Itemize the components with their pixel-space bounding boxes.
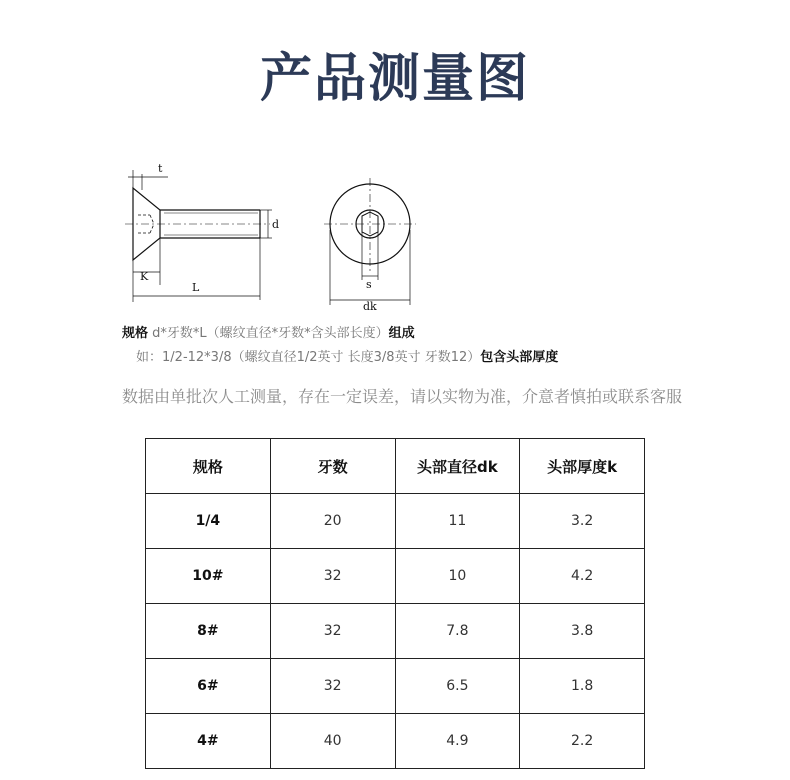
cell-head-thickness: 1.8 [520, 659, 645, 714]
label-L: L [192, 281, 200, 294]
cell-threads: 32 [270, 659, 395, 714]
spec-example-prefix: 如： [136, 350, 163, 365]
spec-format-line [122, 322, 415, 341]
cell-threads: 32 [270, 549, 395, 604]
cell-head-thickness: 3.8 [520, 604, 645, 659]
table-row [146, 604, 645, 659]
cell-spec: 8# [146, 604, 271, 659]
table-row [146, 659, 645, 714]
cell-head-diameter: 11 [395, 494, 520, 549]
spec-example-suffix: 包含头部厚度 [480, 350, 559, 365]
cell-spec: 10# [146, 549, 271, 604]
label-d: d [272, 218, 280, 231]
header-threads: 牙数 [270, 439, 395, 494]
spec-example-line [136, 346, 558, 365]
spec-table [145, 438, 645, 769]
cell-threads: 40 [270, 714, 395, 769]
table-row [146, 494, 645, 549]
cell-head-diameter: 4.9 [395, 714, 520, 769]
spec-formula: d*牙数*L（螺纹直径*牙数*含头部长度） [152, 326, 389, 341]
table-row [146, 714, 645, 769]
cell-spec: 1/4 [146, 494, 271, 549]
cell-threads: 32 [270, 604, 395, 659]
label-k: K [140, 270, 149, 283]
header-head-thickness: 头部厚度k [520, 439, 645, 494]
table-row [146, 549, 645, 604]
cell-threads: 20 [270, 494, 395, 549]
cell-head-thickness: 4.2 [520, 549, 645, 604]
header-spec: 规格 [146, 439, 271, 494]
cell-head-diameter: 7.8 [395, 604, 520, 659]
spec-example: 1/2-12*3/8（螺纹直径1/2英寸 长度3/8英寸 牙数12） [162, 350, 481, 365]
cell-head-thickness: 3.2 [520, 494, 645, 549]
label-s: s [366, 278, 372, 291]
header-head-diameter: 头部直径dk [395, 439, 520, 494]
spec-suffix: 组成 [388, 326, 415, 341]
cell-spec: 4# [146, 714, 271, 769]
screw-measurement-diagram [120, 160, 420, 310]
page-title: 产品测量图 [259, 49, 530, 109]
screw-drawing [120, 160, 420, 310]
spec-label: 规格 [122, 326, 149, 341]
cell-head-thickness: 2.2 [520, 714, 645, 769]
label-dk: dk [363, 300, 377, 310]
measurement-note: 数据由单批次人工测量，存在一定误差，请以实物为准，介意者慎拍或联系客服 [122, 387, 683, 406]
cell-spec: 6# [146, 659, 271, 714]
cell-head-diameter: 6.5 [395, 659, 520, 714]
label-t: t [158, 162, 163, 175]
cell-head-diameter: 10 [395, 549, 520, 604]
table-header-row [146, 439, 645, 494]
